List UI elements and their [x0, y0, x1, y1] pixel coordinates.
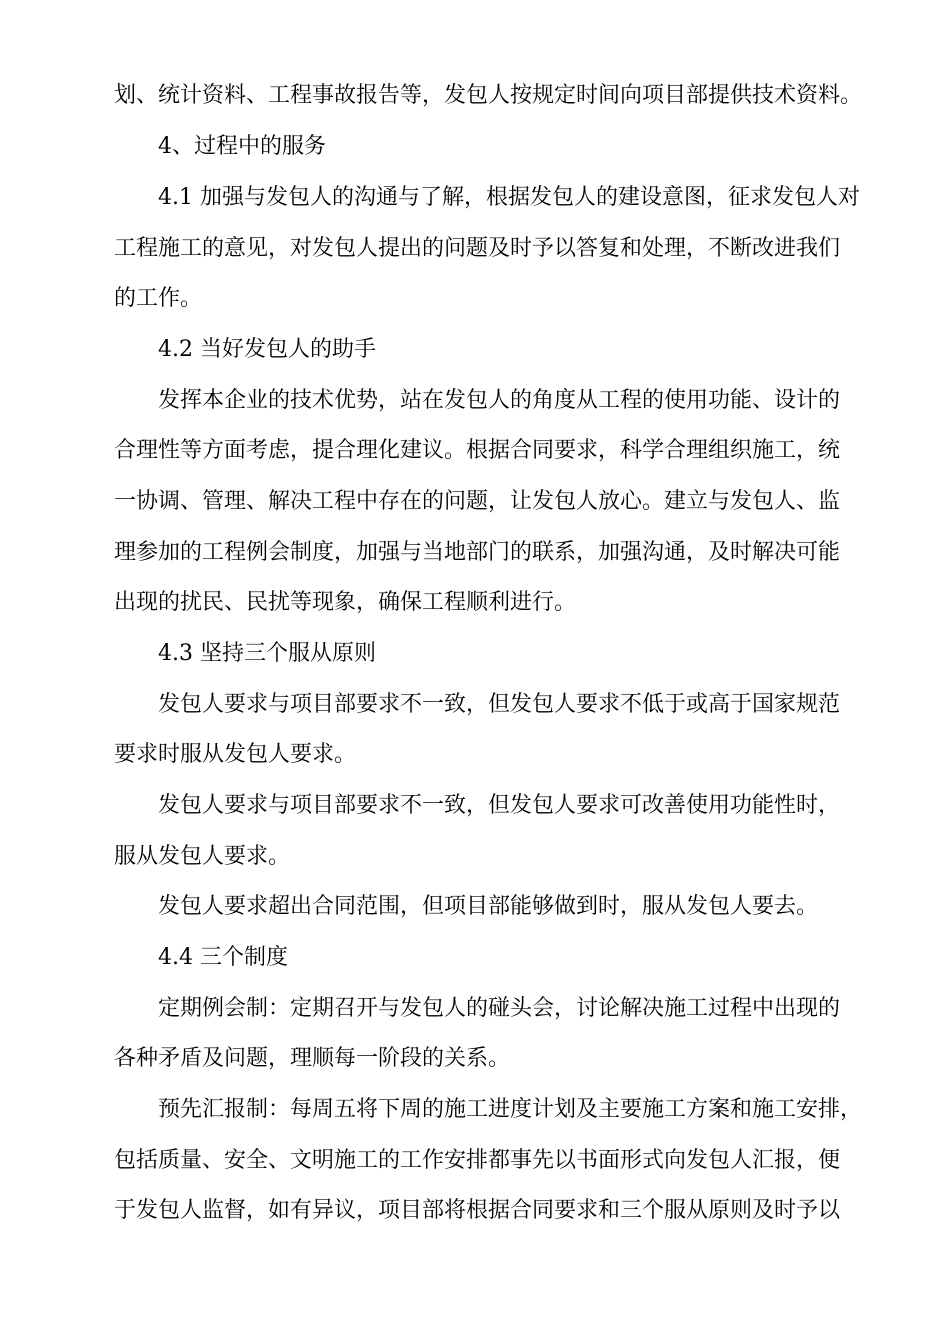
text-line: 各种矛盾及问题，理顺每一阶段的关系。 [114, 1046, 511, 1071]
text-line: 一协调、管理、解决工程中存在的问题，让发包人放心。建立与发包人、监 [114, 489, 841, 514]
subsection-heading: 4.3 坚持三个服从原则 [158, 641, 376, 666]
text-line: 服从发包人要求。 [114, 844, 291, 869]
text-line: 工程施工的意见，对发包人提出的问题及时予以答复和处理，不断改进我们 [114, 236, 841, 261]
text-line: 理参加的工程例会制度，加强与当地部门的联系，加强沟通，及时解决可能 [114, 540, 841, 565]
text-line: 发挥本企业的技术优势，站在发包人的角度从工程的使用功能、设计的 [158, 388, 841, 413]
text-line: 发包人要求与项目部要求不一致，但发包人要求不低于或高于国家规范 [158, 692, 841, 717]
text-line: 出现的扰民、民扰等现象，确保工程顺利进行。 [114, 590, 577, 615]
text-line: 发包人要求超出合同范围，但项目部能够做到时，服从发包人要去。 [158, 894, 819, 919]
section-heading: 4、过程中的服务 [158, 134, 326, 159]
text-line: 的工作。 [114, 286, 203, 311]
text-line: 要求时服从发包人要求。 [114, 742, 357, 767]
text-line: 包括质量、安全、文明施工的工作安排都事先以书面形式向发包人汇报，便 [114, 1148, 841, 1173]
subsection-heading: 4.1 加强与发包人的沟通与了解，根据发包人的建设意图，征求发包人对 [158, 185, 860, 210]
subsection-heading: 4.2 当好发包人的助手 [158, 337, 376, 362]
text-line: 定期例会制：定期召开与发包人的碰头会，讨论解决施工过程中出现的 [158, 996, 841, 1021]
text-line: 合理性等方面考虑，提合理化建议。根据合同要求，科学合理组织施工，统 [114, 438, 841, 463]
text-line: 于发包人监督，如有异议，项目部将根据合同要求和三个服从原则及时予以 [114, 1198, 841, 1223]
text-line: 划、统计资料、工程事故报告等，发包人按规定时间向项目部提供技术资料。 [114, 83, 863, 108]
text-line: 预先汇报制：每周五将下周的施工进度计划及主要施工方案和施工安排， [158, 1097, 863, 1122]
subsection-heading: 4.4 三个制度 [158, 945, 288, 970]
text-line: 发包人要求与项目部要求不一致，但发包人要求可改善使用功能性时， [158, 793, 841, 818]
